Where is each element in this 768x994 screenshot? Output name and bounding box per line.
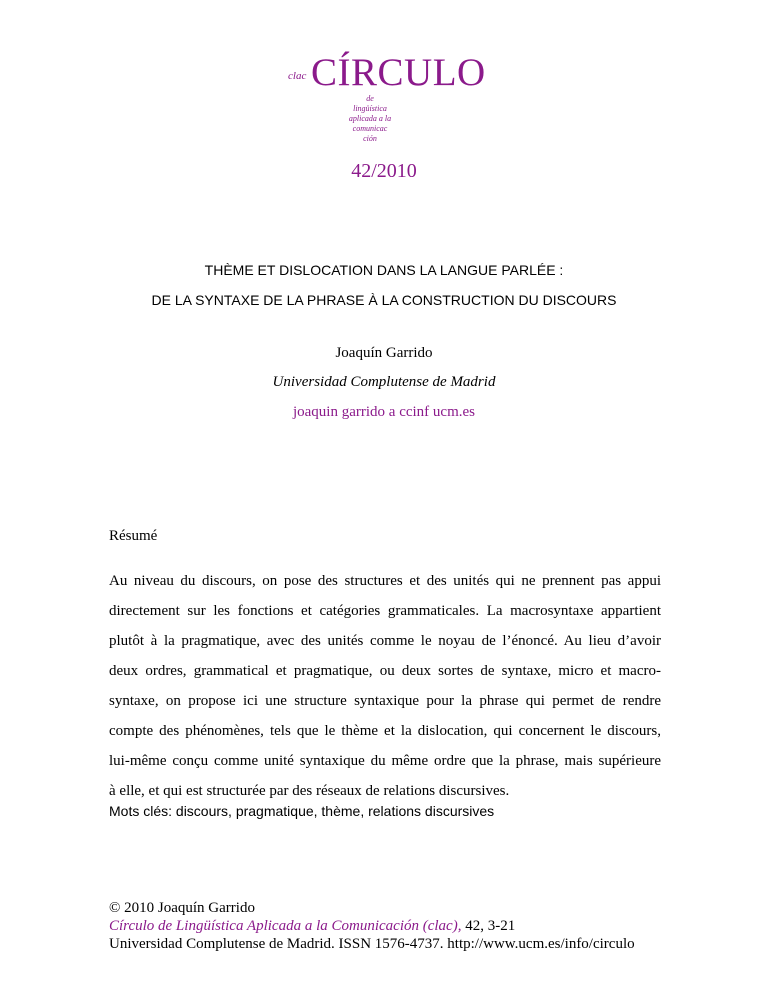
issue-number: 42/2010 xyxy=(351,160,417,182)
paper-title-line-1: THÈME ET DISLOCATION DANS LA LANGUE PARLÉE : xyxy=(204,262,564,278)
logo-circulo: CÍRCULO xyxy=(311,51,486,94)
abstract-line: plutôt à la pragmatique, avec des unités comme le noyau de l’énoncé. Au lieu d’avoir xyxy=(109,633,661,649)
abstract-line: compte des phénomènes, tels que le thème et la dislocation, qui concernent le discours, xyxy=(109,723,661,739)
abstract-line: directement sur les fonctions et catégories grammaticales. La macrosyntaxe appartient xyxy=(109,603,661,619)
abstract-body xyxy=(109,566,661,806)
footer xyxy=(109,899,669,953)
abstract-line: deux ordres, grammatical et pragmatique, ou deux sortes de syntaxe, micro et macro- xyxy=(109,663,661,679)
footer-pages: 42, 3-21 xyxy=(461,918,516,934)
author-name: Joaquín Garrido xyxy=(335,345,433,361)
abstract-line: à elle, et qui est structurée par des réseaux de relations discursives. xyxy=(109,783,510,799)
abstract-line: Au niveau du discours, on pose des structures et des unités qui ne prennent pas appui xyxy=(109,573,661,589)
abstract-heading: Résumé xyxy=(109,528,158,544)
footer-publisher[interactable]: Universidad Complutense de Madrid. ISSN 1576-4737. http://www.ucm.es/info/circulo xyxy=(109,936,635,952)
logo-subtitle-line: ción xyxy=(363,134,377,143)
author-email[interactable]: joaquin garrido a ccinf ucm.es xyxy=(292,404,475,420)
footer-journal: Círculo de Lingüística Aplicada a la Comunicación (clac), xyxy=(109,918,462,934)
logo-clac: clac xyxy=(288,70,307,82)
logo-subtitle-line: lingüística xyxy=(353,104,387,113)
abstract-line: lui-même conçu comme unité syntaxique du même ordre que la phrase, mais supérieure xyxy=(109,753,661,769)
keywords: Mots clés: discours, pragmatique, thème, relations discursives xyxy=(109,803,495,819)
abstract-line: syntaxe, on propose ici une structure syntaxique pour la phrase qui permet de rendre xyxy=(109,693,661,709)
logo-subtitle-line: de xyxy=(366,94,374,103)
logo-subtitle-line: comunicac xyxy=(352,124,388,133)
logo-subtitle xyxy=(340,94,400,144)
logo-subtitle-line: aplicada a la xyxy=(348,114,392,123)
footer-citation xyxy=(109,917,669,935)
paper-title-line-2: DE LA SYNTAXE DE LA PHRASE À LA CONSTRUCTION DU DISCOURS xyxy=(151,292,617,308)
journal-logo xyxy=(0,50,768,150)
footer-copyright: © 2010 Joaquín Garrido xyxy=(109,900,255,916)
author-affiliation: Universidad Complutense de Madrid xyxy=(272,374,496,390)
